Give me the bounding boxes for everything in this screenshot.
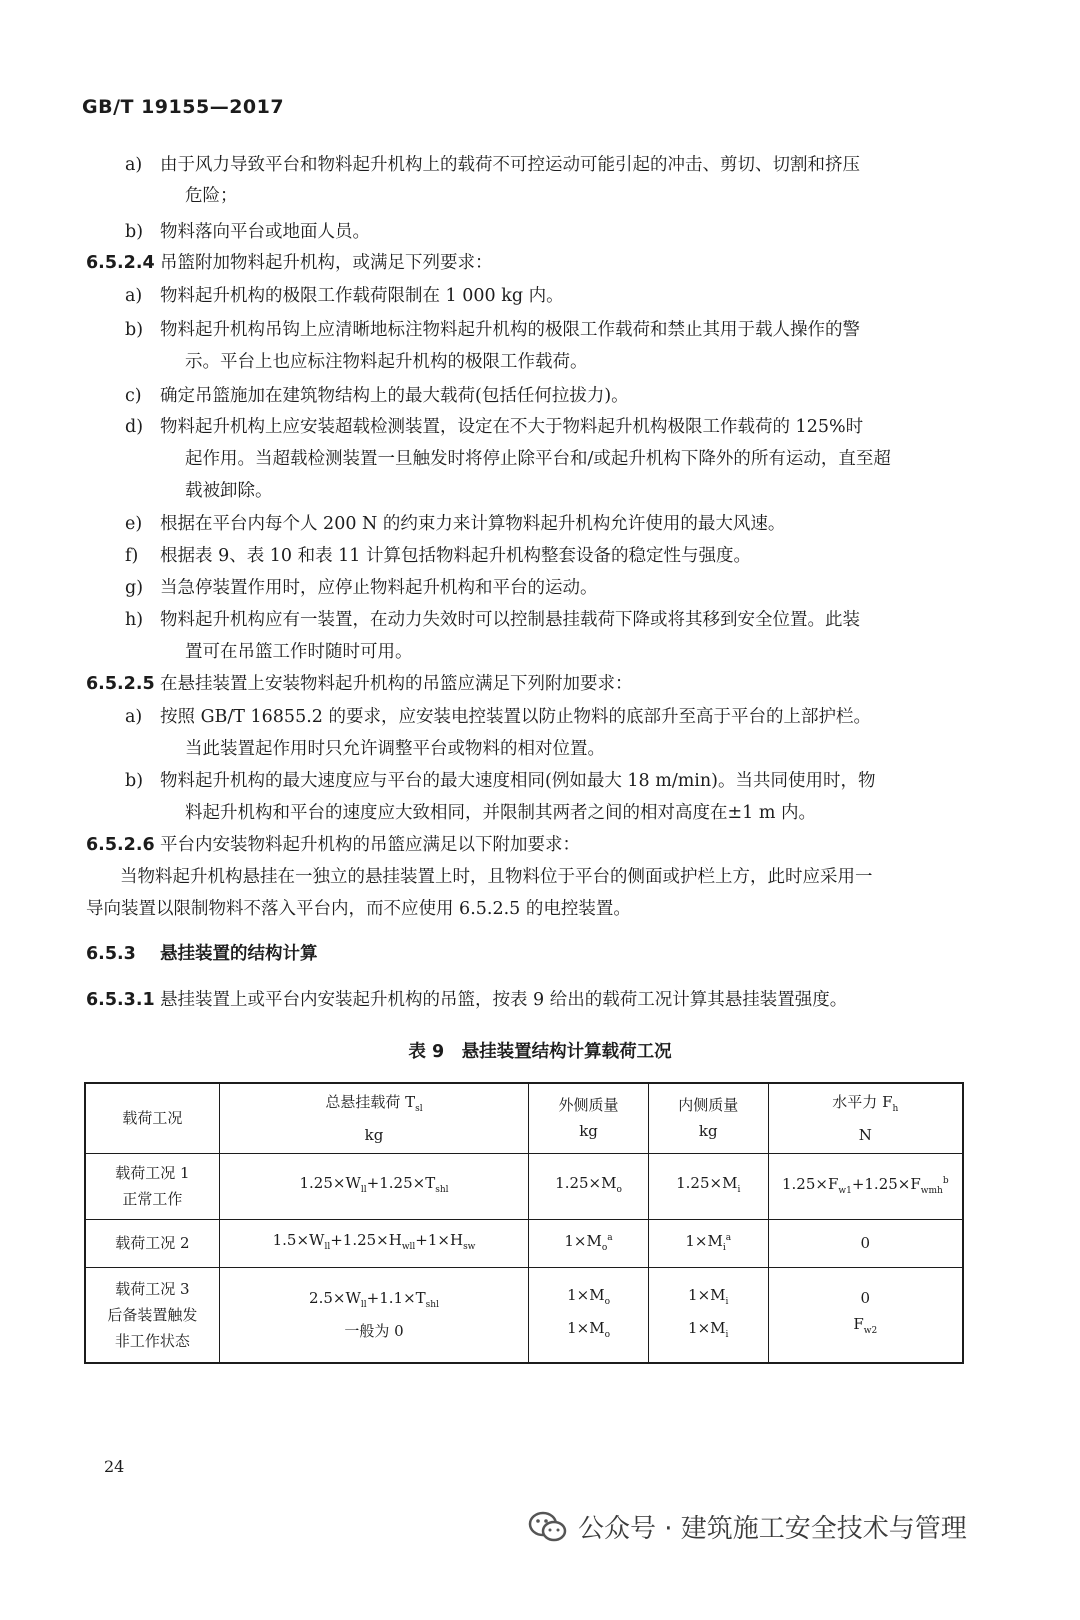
text-line: 平台内安装物料起升机构的吊篮应满足以下附加要求： [160,835,580,855]
horizontal-force-cell: 0 [768,1219,963,1267]
outer-mass-cell: $1\times M_o^a$ [529,1219,649,1267]
watermark-text: 公众号 · 建筑施工安全技术与管理 [578,1514,967,1544]
text-line: 物料起升机构吊钩上应清晰地标注物料起升机构的极限工作载荷和禁止其用于载人操作的警 [160,320,860,340]
wechat-icon [528,1511,568,1543]
list-marker: f) [125,546,139,566]
load-case-table [84,1082,964,1364]
text-line: 根据表 9、表 10 和表 11 计算包括物料起升机构整套设备的稳定性与强度。 [160,546,751,566]
text-line: 物料起升机构的极限工作载荷限制在 1 000 kg 内。 [160,286,564,306]
text-line: 物料起升机构应有一装置，在动力失效时可以控制悬挂载荷下降或将其移到安全位置。此装 [160,610,860,630]
header-horizontal-force: 水平力 $F_h$ N [768,1083,963,1153]
text-line: 悬挂装置上或平台内安装起升机构的吊篮，按表 9 给出的载荷工况计算其悬挂装置强度。 [160,990,848,1010]
header-outer-mass: 外侧质量 kg [529,1083,649,1153]
table-header-row [85,1083,963,1153]
watermark [528,1508,967,1545]
table-row [85,1153,963,1219]
text-line: 由于风力导致平台和物料起升机构上的载荷不可控运动可能引起的冲击、剪切、切割和挤压 [160,155,860,175]
section-number: 6.5.2.5 [86,674,155,694]
text-line: 当此装置起作用时只允许调整平台或物料的相对位置。 [185,739,605,759]
list-marker: h) [125,610,144,630]
page-number: 24 [104,1457,125,1476]
list-marker: b) [125,222,144,242]
text-line: 料起升机构和平台的速度应大致相同，并限制其两者之间的相对高度在±1 m 内。 [185,803,817,823]
total-load-cell: $1.25\times W_{ll}+1.25\times T_{shl}$ [219,1153,528,1219]
list-marker: d) [125,417,144,437]
list-marker: a) [125,155,143,175]
text-line: 置可在吊篮工作时随时可用。 [185,642,413,662]
text-line: 按照 GB/T 16855.2 的要求，应安装电控装置以防止物料的底部升至高于平台的上部护栏。 [160,707,871,727]
text-line: 物料落向平台或地面人员。 [160,222,370,242]
text-line: 危险； [185,186,238,206]
section-number: 6.5.3.1 [86,990,155,1010]
list-marker: g) [125,578,144,598]
total-load-cell: $2.5\times W_{ll}+1.1\times T_{shl}$ 一般为 0 [219,1267,528,1363]
text-line: 物料起升机构的最大速度应与平台的最大速度相同(例如最大 18 m/min)。当共同使用时，物 [160,771,876,791]
text-line: 在悬挂装置上安装物料起升机构的吊篮应满足下列附加要求： [160,674,633,694]
section-heading: 悬挂装置的结构计算 [160,944,318,964]
text-line: 导向装置以限制物料不落入平台内，而不应使用 6.5.2.5 的电控装置。 [86,899,631,919]
text-line: 物料起升机构上应安装超载检测装置，设定在不大于物料起升机构极限工作载荷的 125%时 [160,417,864,437]
list-marker: c) [125,386,142,406]
text-line: 载被卸除。 [185,481,273,501]
text-line: 当物料起升机构悬挂在一独立的悬挂装置上时，且物料位于平台的侧面或护栏上方，此时应采用一 [120,867,873,887]
section-number: 6.5.2.6 [86,835,155,855]
section-number: 6.5.3 [86,944,136,964]
load-case-cell: 载荷工况 1 正常工作 [85,1153,219,1219]
inner-mass-cell: $1.25\times M_i$ [648,1153,768,1219]
list-marker: b) [125,771,144,791]
inner-mass-cell: $1\times M_i$ $1\times M_i$ [648,1267,768,1363]
table-row [85,1267,963,1363]
header-total-load: 总悬挂载荷 $T_{sl}$ kg [219,1083,528,1153]
outer-mass-cell: $1.25\times M_o$ [529,1153,649,1219]
total-load-cell: $1.5\times W_{ll}+1.25\times H_{wll}+1\times H_{sw}$ [219,1219,528,1267]
load-case-cell: 载荷工况 3 后备装置触发 非工作状态 [85,1267,219,1363]
header-inner-mass: 内侧质量 kg [648,1083,768,1153]
horizontal-force-cell: 0 $F_{w2}$ [768,1267,963,1363]
text-line: 根据在平台内每个人 200 N 的约束力来计算物料起升机构允许使用的最大风速。 [160,514,786,534]
text-line: 示。平台上也应标注物料起升机构的极限工作载荷。 [185,352,588,372]
list-marker: a) [125,286,143,306]
load-case-cell: 载荷工况 2 [85,1219,219,1267]
outer-mass-cell: $1\times M_o$ $1\times M_o$ [529,1267,649,1363]
text-line: 吊篮附加物料起升机构，或满足下列要求： [160,253,493,273]
standard-code-header: GB/T 19155—2017 [82,96,285,118]
text-line: 确定吊篮施加在建筑物结构上的最大载荷(包括任何拉拔力)。 [160,386,629,406]
text-line: 当急停装置作用时，应停止物料起升机构和平台的运动。 [160,578,598,598]
text-line: 起作用。当超载检测装置一旦触发时将停止除平台和/或起升机构下降外的所有运动，直至超 [185,449,891,469]
header-load-case: 载荷工况 [85,1083,219,1153]
horizontal-force-cell: $1.25\times F_{w1}+1.25\times F_{wmh}^b$ [768,1153,963,1219]
list-marker: e) [125,514,143,534]
table-caption: 表 9 悬挂装置结构计算载荷工况 [408,1042,672,1062]
section-number: 6.5.2.4 [86,253,155,273]
table-row [85,1219,963,1267]
inner-mass-cell: $1\times M_i^a$ [648,1219,768,1267]
list-marker: a) [125,707,143,727]
list-marker: b) [125,320,144,340]
